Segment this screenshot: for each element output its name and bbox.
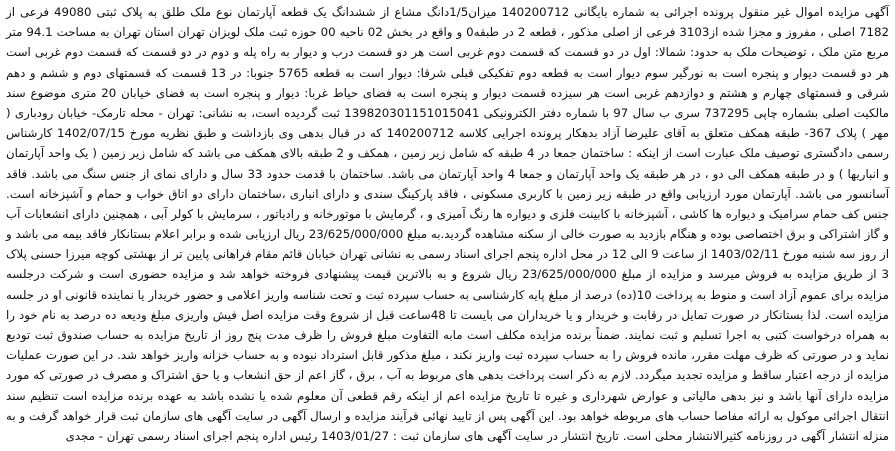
- auction-notice-text: آگهی مزایده اموال غیر منقول پرونده اجرائی به شماره بایگانی 140200712 میزان1/5دانگ مشاع از ششدانگ یک قطعه آپارتمان نوع ملک طلق به پلاک ثبتی 49080 فرعی از 7182 اصلی ، مفروز و مجزا شده از3103 فرعی از اصلی مذکور ، قطعه 2 در طبقه0 و واقع در بخش 02 ناحیه 00 حوزه ثبت ملک لویزان تهران استان تهران به مساحت 94.1 متر مربع متن ملک ، توضیحات ملک به حدود: شمالا: اول در دو قسمت که قسمت دوم غربی است هر دو قسمت درب و دیوار به راه پله و دوم در دو قسمت که قسمت دوم غربی است هر دو قسمت دیوار و پنجره است به نورگیر سوم دیوار است به قطعه دوم تفکیکی قبلی شرقا: دیوار است به قطعه 5765 جنوبا: در 13 قسمت که قسمتهای دوم و ششم و دهم شرقی و قسمتهای چهارم و هشتم و دوازدهم غربی است هر سیزده قسمت دیوار و پنجره است به فضای حیاط غربا: دیوار و پنجره است به فضای خیابان 20 متری موضوع سند مالکیت اصلی بشماره چاپی 737295 سری ب سال 97 با شماره دفتر الکترونیکی 139820301151015041 ثبت گردیده است، به نشانی: تهران - محله تارمک- خیابان رودباری ( مهر ) پلاک 367- طبقه همکف متعلق به آقای علیرضا آزاد بدهکار پرونده اجرایی کلاسه 140200712 که در قبال بدهی وی بازداشت و طبق نظریه مورخ 1402/07/15 کارشناس رسمی دادگستری توصیف ملک عبارت است از اینکه : ساختمان جمعا در 4 طبقه که شامل زیر زمین ، همکف و 2 طبقه بالای همکف می باشد که شامل زیر زمین ( یک واحد آپارتمان و انباریها ) و در طبقه همکف الی دو ، در هر طبقه یک واحد آپارتمان و جمعا 4 واحد آپارتمان می باشد. ساختمان با قدمت حدود 33 سال و دارای نمای از جنس سنگ می باشد. فاقد آسانسور می باشد. آپارتمان مورد ارزیابی واقع در طبقه زیر زمین با کاربری مسکونی ، فاقد پارکینگ سندی و دارای انباری ،ساختمان دارای دو اتاق خواب و حمام و آشپزخانه است. جنس کف حمام سرامیک و دیواره ها کاشی ، آشپزخانه با کابینت فلزی و دیواره ها رنگ آمیزی و ، گرمایش با موتورخانه و رادیاتور ، سرمایش با کولر آبی ، همچنین دارای انشعابات آب و گاز اشتراکی و برق اختصاصی بوده و هنگام بازدید به صورت خالی از سکنه مشاهده گردید.به مبلغ 23/625/000/000 ریال ارزیابی شده و برابر اعلام بستانکار فاقد بیمه می باشد و از روز سه شنبه مورخ 1403/02/11 از ساعت 9 الی 12 در محل اداره پنجم اجرای اسناد رسمی به نشانی تهران خیابان قائم مقام فراهانی پایین تر از بهشتی کوچه میرزا حسنی پلاک 3 از طریق مزایده به فروش میرسد و مزایده از مبلغ 23/625/000/000 ریال شروع و به بالاترین قیمت پیشنهادی فروخته خواهد شد و مزایده حضوری است و شرکت درجلسه مزایده برای عموم آزاد است و منوط به پرداخت 10(ده) درصد از مبلغ پایه کارشناسی به حساب سپرده ثبت و تحت شناسه واریز اعلامی و حضور خریدار یا نماینده قانونی او در جلسه مزایده است. لذا بستانکار در صورت تمایل در رقابت و خریدار و یا خریداران می بایست تا 48ساعت قبل از شروع وقت مزایده اصل فیش واریزی مبلغ ودیعه ده درصد به نام خود را به همراه درخواست کتبی به اجرا تسلیم و ثبت نمایند. ضمناً برنده مزایده مکلف است مابه التفاوت مبلغ فروش را ظرف مدت پنج روز از تاریخ مزایده به حساب صندوق ثبت تودیع نماید و در صورتی که ظرف مهلت مقرر، مانده فروش را به حساب سپرده ثبت واریز نکند ، مبلغ مذکور قابل استرداد نبوده و به حساب خزانه واریز خواهد شد. در این صورت عملیات مزایده از درجه اعتبار ساقط و مزایده تجدید میگردد. لازم به ذکر است پرداخت بدهی های مربوط به آب ، برق ، گاز اعم از حق انشعاب و یا حق اشتراک و مصرف در صورتی که مورد مزایده دارای آنها باشد و نیز بدهی مالیاتی و عوارض شهرداری و غیره تا تاریخ مزایده اعم از اینکه رقم قطعی آن معلوم شده یا نشده باشد به عهده برنده مزایده است تنظیم سند انتقال اجرائی موکول به ارائه مفاصا حساب های مربوطه خواهد بود. این آگهی پس از تایید نهائی فرآیند مزایده و ارسال آگهی در سایت آگهی های سازمان ثبت قرار خواهد گرفت و به منزله انتشار آگهی در روزنامه کثیرالانتشار محلی است. تاریخ انتشار در سایت آگهی های سازمان ثبت : 1403/01/27 رئیس اداره پنجم اجرای اسناد رسمی تهران - مجدی: [6, 5, 890, 443]
